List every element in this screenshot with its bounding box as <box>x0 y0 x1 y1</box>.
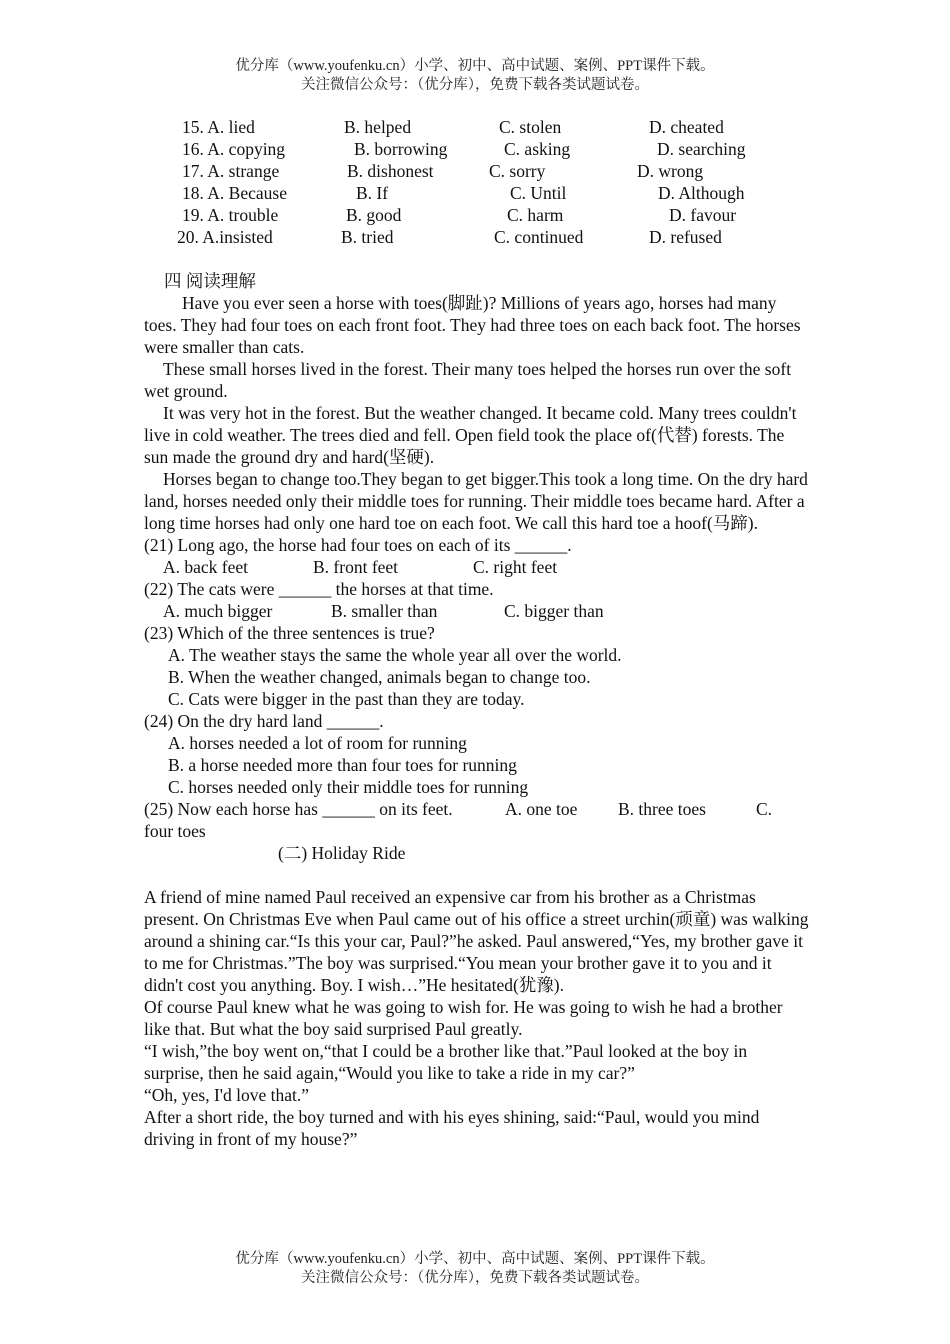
passage1-paragraph-3: It was very hot in the forest. But the weather changed. It became cold. Many trees couldn't live in cold weather. The trees died and fell. Open field took the place of(代替) forests. The sun made the ground dry and hard(坚硬). <box>144 403 797 467</box>
option-list <box>144 116 809 248</box>
passage1-paragraph-1: Have you ever seen a horse with toes(脚趾)? Millions of years ago, horses had many toes. They had four toes on each front foot. They had three toes on each back foot. The horses were smaller than cats. <box>144 293 801 357</box>
question-25-a: A. one toe <box>505 799 578 819</box>
question-21: (21) Long ago, the horse had four toes on each of its ______. <box>144 535 572 555</box>
option-20-c: C. continued <box>494 227 584 247</box>
option-20-a: 20. A.insisted <box>177 227 273 247</box>
question-22-a: A. much bigger <box>163 601 273 621</box>
question-22-c: C. bigger than <box>504 601 604 621</box>
question-23-c: C. Cats were bigger in the past than they are today. <box>168 689 525 709</box>
option-15-d: D. cheated <box>649 117 724 137</box>
passage2-paragraph-5: After a short ride, the boy turned and with his eyes shining, said:“Paul, would you mind driving in front of my house?” <box>144 1107 760 1149</box>
option-17-c: C. sorry <box>489 161 546 181</box>
page-header <box>0 57 950 95</box>
option-20-d: D. refused <box>649 227 722 247</box>
question-21-choices <box>144 556 809 578</box>
question-24: (24) On the dry hard land ______. <box>144 711 384 731</box>
option-row-15 <box>144 116 809 138</box>
option-16-d: D. searching <box>657 139 746 159</box>
footer-line-2: 关注微信公众号：（优分库），免费下载各类试题试卷。 <box>301 1270 649 1286</box>
passage2-title: (二) Holiday Ride <box>278 843 406 863</box>
footer-line-1: 优分库（www.youfenku.cn）小学、初中、高中试题、案例、PPT课件下载。 <box>235 1251 715 1267</box>
question-24-a: A. horses needed a lot of room for running <box>168 733 467 753</box>
question-25-row <box>144 798 809 820</box>
passage1-paragraph-4: Horses began to change too.They began to get bigger.This took a long time. On the dry hard land, horses needed only their middle toes for running. Their middle toes became hard. After a long time horses had only one hard toe on each foot. We call this hard toe a hoof(马蹄). <box>144 469 808 533</box>
option-18-c: C. Until <box>510 183 567 203</box>
option-15-a: 15. A. lied <box>182 117 255 137</box>
option-row-20 <box>144 226 809 248</box>
header-line-1: 优分库（www.youfenku.cn）小学、初中、高中试题、案例、PPT课件下载。 <box>235 58 715 74</box>
passage2-paragraph-1: A friend of mine named Paul received an expensive car from his brother as a Christmas present. On Christmas Eve when Paul came out of his office a street urchin(顽童) was walking around a shining car.“Is this your car, Paul?”he asked. Paul answered,“Yes, my brother gave it to me for Christmas.”The boy was surprised.“You mean your brother gave it to you and it didn't cost you anything. Boy. I wish…”He hesitated(犹豫). <box>144 887 809 995</box>
option-17-b: B. dishonest <box>347 161 434 181</box>
option-row-16 <box>144 138 809 160</box>
option-16-b: B. borrowing <box>354 139 448 159</box>
option-16-c: C. asking <box>504 139 571 159</box>
question-25-b: B. three toes <box>618 799 706 819</box>
question-21-b: B. front feet <box>313 557 399 577</box>
question-22: (22) The cats were ______ the horses at that time. <box>144 579 494 599</box>
section-title: 四 阅读理解 <box>164 271 256 291</box>
option-17-d: D. wrong <box>637 161 704 181</box>
passage2-paragraph-3: “I wish,”the boy went on,“that I could be a brother like that.”Paul looked at the boy in surprise, then he said again,“Would you like to take a ride in my car?” <box>144 1041 748 1083</box>
question-24-b: B. a horse needed more than four toes for running <box>168 755 517 775</box>
question-22-choices <box>144 600 809 622</box>
document-body <box>144 116 809 1150</box>
option-19-b: B. good <box>346 205 402 225</box>
question-21-a: A. back feet <box>163 557 249 577</box>
question-23-b: B. When the weather changed, animals began to change too. <box>168 667 591 687</box>
passage2-paragraph-4: “Oh, yes, I'd love that.” <box>144 1085 309 1105</box>
page-footer <box>0 1250 950 1288</box>
option-19-a: 19. A. trouble <box>182 205 279 225</box>
question-22-b: B. smaller than <box>331 601 438 621</box>
option-15-c: C. stolen <box>499 117 562 137</box>
option-17-a: 17. A. strange <box>182 161 280 181</box>
option-18-d: D. Although <box>658 183 745 203</box>
blank-line <box>144 864 809 886</box>
option-row-18 <box>144 182 809 204</box>
option-row-19 <box>144 204 809 226</box>
passage1-paragraph-2: These small horses lived in the forest. Their many toes helped the horses run over the soft wet ground. <box>144 359 792 401</box>
option-row-17 <box>144 160 809 182</box>
question-21-c: C. right feet <box>473 557 558 577</box>
question-24-c: C. horses needed only their middle toes for running <box>168 777 529 797</box>
question-25-c: C. <box>756 799 773 819</box>
question-23-a: A. The weather stays the same the whole year all over the world. <box>168 645 622 665</box>
option-19-c: C. harm <box>507 205 564 225</box>
option-16-a: 16. A. copying <box>182 139 286 159</box>
option-15-b: B. helped <box>344 117 412 137</box>
header-line-2: 关注微信公众号：（优分库），免费下载各类试题试卷。 <box>301 77 649 93</box>
question-23: (23) Which of the three sentences is true? <box>144 623 435 643</box>
passage2-paragraph-2: Of course Paul knew what he was going to wish for. He was going to wish he had a brother like that. But what the boy said surprised Paul greatly. <box>144 997 783 1039</box>
option-19-d: D. favour <box>669 205 737 225</box>
option-18-b: B. If <box>356 183 389 203</box>
question-25-c-continued: four toes <box>144 821 206 841</box>
question-25: (25) Now each horse has ______ on its feet. <box>144 799 453 819</box>
option-20-b: B. tried <box>341 227 394 247</box>
option-18-a: 18. A. Because <box>182 183 287 203</box>
